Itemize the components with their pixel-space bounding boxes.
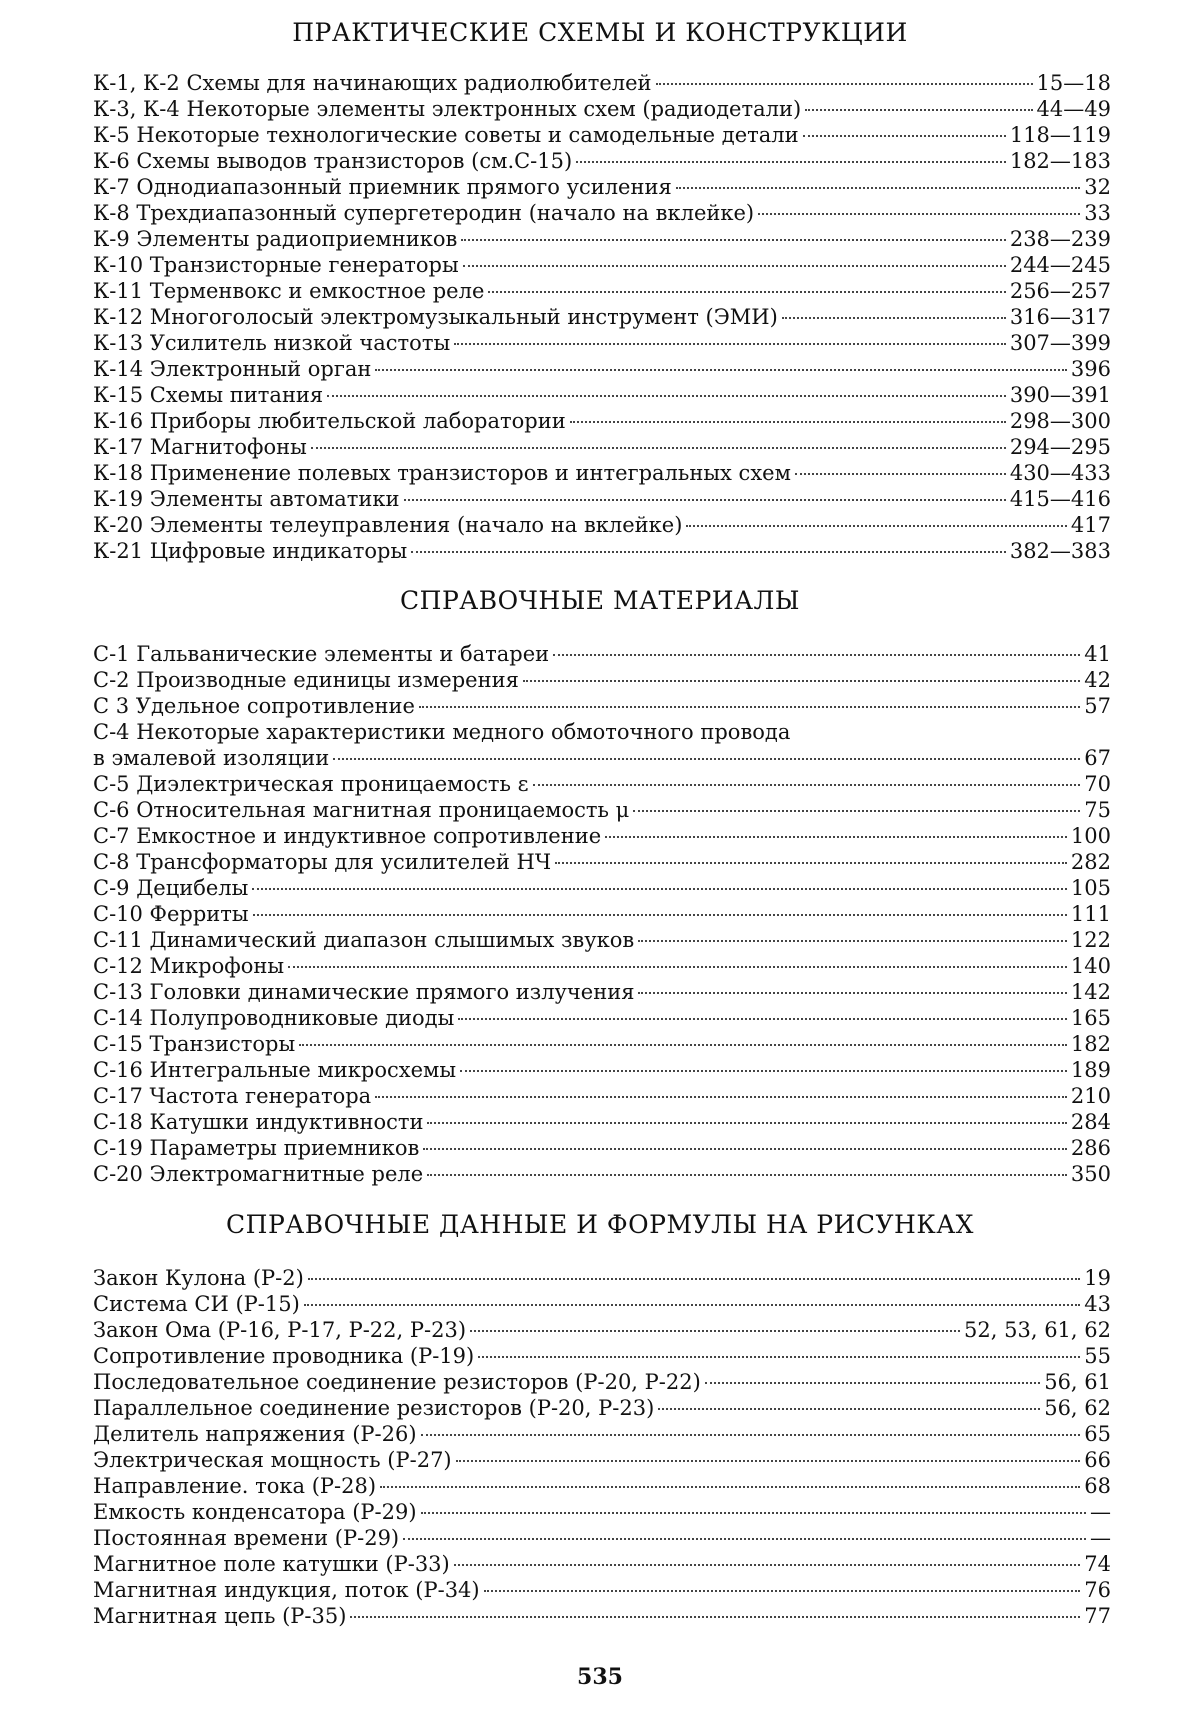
dot-leader [803,135,1006,137]
dot-leader [633,810,1080,812]
toc-entry-pages: — [1090,1500,1111,1524]
toc-entry-title: К-11 Терменвокс и емкостное реле [93,279,485,303]
section-title-reference-formulas: СПРАВОЧНЫЕ ДАННЫЕ И ФОРМУЛЫ НА РИСУНКАХ [226,1210,974,1239]
dot-leader [460,1070,1067,1072]
toc-entry-title: С-10 Ферриты [93,902,249,926]
toc-entry [93,667,1111,693]
page-number: 535 [577,1664,623,1690]
toc-entry [93,70,1111,96]
dot-leader [705,1382,1040,1384]
toc-list-reference-materials [93,641,1111,1187]
toc-entry-title: Закон Кулона (Р-2) [93,1266,304,1290]
section-title-reference-materials: СПРАВОЧНЫЕ МАТЕРИАЛЫ [400,586,800,615]
toc-entry-title: К-9 Элементы радиоприемников [93,227,458,251]
dot-leader [605,836,1067,838]
toc-entry-title: С-1 Гальванические элементы и батареи [93,642,550,666]
toc-entry-pages: 76 [1084,1578,1111,1602]
toc-entry [93,641,1111,667]
toc-entry [93,1083,1111,1109]
dot-leader [686,525,1067,527]
toc-entry-title: Постоянная времени (Р-29) [93,1526,400,1550]
toc-entry [93,1005,1111,1031]
toc-entry-pages: 307—399 [1009,331,1111,355]
toc-entry-title: К-19 Элементы автоматики [93,487,400,511]
toc-entry-pages: 77 [1084,1604,1111,1628]
toc-entry-pages: 165 [1070,1006,1111,1030]
toc-entry-title: С-8 Трансформаторы для усилителей НЧ [93,850,552,874]
toc-entry-pages: 140 [1070,954,1111,978]
toc-entry-title: Электрическая мощность (Р-27) [93,1448,452,1472]
toc-entry-pages: 100 [1070,824,1111,848]
toc-entry-title: С-9 Децибелы [93,876,249,900]
dot-leader [327,395,1006,397]
toc-entry [93,1473,1111,1499]
toc-entry-pages: 122 [1070,928,1111,952]
toc-entry-title: С-5 Диэлектрическая проницаемость ε [93,772,529,796]
dot-leader [253,914,1067,916]
toc-entry-pages: 74 [1084,1552,1111,1576]
toc-entry [93,875,1111,901]
dot-leader [533,784,1081,786]
toc-entry-title: С-6 Относительная магнитная проницаемость μ [93,798,630,822]
toc-entry-pages: 66 [1084,1448,1111,1472]
toc-entry [93,512,1111,538]
toc-entry [93,200,1111,226]
toc-entry [93,330,1111,356]
toc-entry-pages: 33 [1084,201,1111,225]
toc-entry [93,979,1111,1005]
toc-entry [93,486,1111,512]
dot-leader [304,1304,1080,1306]
toc-entry-title: К-17 Магнитофоны [93,435,307,459]
toc-entry [93,927,1111,953]
dot-leader [423,1148,1067,1150]
toc-entry-pages: 68 [1084,1474,1111,1498]
dot-leader [523,680,1080,682]
toc-entry-title: С-20 Электромагнитные реле [93,1162,424,1186]
dot-leader [570,421,1006,423]
toc-entry-pages: 298—300 [1009,409,1111,433]
toc-entry-pages: 52, 53, 61, 62 [964,1318,1111,1342]
dot-leader [576,161,1006,163]
toc-entry [93,1395,1111,1421]
toc-entry-title: К-20 Элементы телеуправления (начало на вклейке) [93,513,683,537]
toc-entry [93,174,1111,200]
toc-entry-title: К-1, К-2 Схемы для начинающих радиолюбителей [93,71,652,95]
dot-leader [656,83,1033,85]
toc-entry-pages: 182—183 [1009,149,1111,173]
dot-leader [795,473,1006,475]
toc-entry [93,408,1111,434]
dot-leader [308,1278,1080,1280]
toc-entry-pages: 111 [1070,902,1111,926]
toc-entry [93,1447,1111,1473]
toc-entry-title: К-21 Цифровые индикаторы [93,539,408,563]
toc-entry-title: С-11 Динамический диапазон слышимых звуков [93,928,635,952]
toc-entry [93,226,1111,252]
toc-entry-pages: 44—49 [1036,97,1111,121]
toc-entry [93,953,1111,979]
toc-entry-pages: 189 [1070,1058,1111,1082]
dot-leader [454,343,1006,345]
toc-entry [93,771,1111,797]
dot-leader [380,1486,1080,1488]
toc-entry [93,460,1111,486]
toc-entry [93,901,1111,927]
toc-entry-title: в эмалевой изоляции [93,746,330,770]
dot-leader [427,1122,1066,1124]
toc-entry-pages: 286 [1070,1136,1111,1160]
dot-leader [403,1538,1086,1540]
toc-entry-title: С-14 Полупроводниковые диоды [93,1006,455,1030]
toc-entry-pages: 382—383 [1009,539,1111,563]
toc-entry-pages: 56, 61 [1044,1370,1111,1394]
toc-entry-title: С-17 Частота генератора [93,1084,372,1108]
toc-entry [93,797,1111,823]
toc-entry-pages: 350 [1070,1162,1111,1186]
dot-leader [427,1174,1067,1176]
toc-entry-pages: 70 [1084,772,1111,796]
dot-leader [252,888,1067,890]
toc-entry-pages: 41 [1084,642,1111,666]
toc-entry-title: К-14 Электронный орган [93,357,372,381]
toc-entry [93,823,1111,849]
toc-entry-pages: 56, 62 [1044,1396,1111,1420]
toc-entry [93,122,1111,148]
toc-entry-pages: — [1090,1526,1111,1550]
dot-leader [638,940,1067,942]
toc-entry-title: Емкость конденсатора (Р-29) [93,1500,417,1524]
toc-entry-title: К-18 Применение полевых транзисторов и интегральных схем [93,461,791,485]
toc-entry-title: Делитель напряжения (Р-26) [93,1422,417,1446]
dot-leader [758,213,1080,215]
dot-leader [419,706,1080,708]
toc-entry-title: К-12 Многоголосый электромузыкальный инструмент (ЭМИ) [93,305,778,329]
dot-leader [461,239,1006,241]
toc-entry-pages: 396 [1070,357,1111,381]
toc-entry [93,382,1111,408]
toc-entry [93,745,1111,771]
dot-leader [375,1096,1067,1098]
toc-entry [93,434,1111,460]
toc-entry-pages: 282 [1070,850,1111,874]
toc-entry-pages: 415—416 [1009,487,1111,511]
toc-entry-title: С 3 Удельное сопротивление [93,694,415,718]
toc-entry-title: С-18 Катушки индуктивности [93,1110,424,1134]
dot-leader [350,1616,1080,1618]
dot-leader [676,187,1081,189]
toc-entry-pages: 182 [1070,1032,1111,1056]
toc-entry-title: Закон Ома (Р-16, Р-17, Р-22, Р-23) [93,1318,467,1342]
dot-leader [658,1408,1040,1410]
toc-entry-pages: 390—391 [1009,383,1111,407]
toc-entry [93,538,1111,564]
toc-entry [93,1265,1111,1291]
toc-entry-pages: 57 [1084,694,1111,718]
toc-entry-title: Сопротивление проводника (Р-19) [93,1344,475,1368]
dot-leader [456,1460,1081,1462]
toc-entry-pages: 75 [1084,798,1111,822]
toc-entry-title: С-16 Интегральные микросхемы [93,1058,457,1082]
dot-leader [288,966,1067,968]
toc-entry [93,1551,1111,1577]
toc-entry [93,96,1111,122]
toc-entry-title: К-16 Приборы любительской лаборатории [93,409,566,433]
toc-entry [93,278,1111,304]
toc-entry-title: С-12 Микрофоны [93,954,285,978]
dot-leader [478,1356,1080,1358]
section-title-practical-schemes: ПРАКТИЧЕСКИЕ СХЕМЫ И КОНСТРУКЦИИ [292,18,908,47]
toc-entry [93,252,1111,278]
toc-entry [93,1291,1111,1317]
dot-leader [470,1330,960,1332]
toc-entry-pages: 244—245 [1009,253,1111,277]
toc-entry-pages: 256—257 [1009,279,1111,303]
dot-leader [555,862,1067,864]
dot-leader [553,654,1080,656]
toc-entry-pages: 105 [1070,876,1111,900]
toc-entry-pages: 43 [1084,1292,1111,1316]
toc-entry [93,1161,1111,1187]
toc-entry-pages: 55 [1084,1344,1111,1368]
toc-entry-title: К-10 Транзисторные генераторы [93,253,459,277]
toc-entry-title: Магнитная цепь (Р-35) [93,1604,347,1628]
dot-leader [411,551,1006,553]
dot-leader [488,291,1005,293]
toc-entry-title: С-13 Головки динамические прямого излучения [93,980,635,1004]
toc-entry-title: С-4 Некоторые характеристики медного обмоточного провода [93,720,791,744]
toc-entry [93,693,1111,719]
toc-entry-title: Магнитная индукция, поток (Р-34) [93,1578,480,1602]
dot-leader [805,109,1032,111]
toc-entry-pages: 284 [1070,1110,1111,1134]
toc-entry-title: К-7 Однодиапазонный приемник прямого усиления [93,175,672,199]
toc-entry-pages: 142 [1070,980,1111,1004]
toc-entry [93,356,1111,382]
dot-leader [454,1564,1081,1566]
toc-entry [93,1031,1111,1057]
toc-entry-title: К-8 Трехдиапазонный супергетеродин (начало на вклейке) [93,201,755,225]
toc-entry-title: К-15 Схемы питания [93,383,324,407]
toc-entry [93,304,1111,330]
toc-entry-pages: 65 [1084,1422,1111,1446]
toc-entry [93,719,1111,745]
toc-entry-pages: 19 [1084,1266,1111,1290]
toc-entry-title: Параллельное соединение резисторов (Р-20, Р-23) [93,1396,655,1420]
toc-entry-pages: 238—239 [1009,227,1111,251]
toc-entry-pages: 294—295 [1009,435,1111,459]
toc-entry [93,1421,1111,1447]
toc-entry-title: С-19 Параметры приемников [93,1136,420,1160]
toc-entry-title: Направление. тока (Р-28) [93,1474,377,1498]
dot-leader [333,758,1080,760]
toc-entry-pages: 210 [1070,1084,1111,1108]
toc-entry [93,1369,1111,1395]
toc-entry [93,1057,1111,1083]
toc-entry-title: К-3, К-4 Некоторые элементы электронных схем (радиодетали) [93,97,802,121]
toc-entry-title: С-15 Транзисторы [93,1032,296,1056]
dot-leader [299,1044,1067,1046]
toc-entry-pages: 15—18 [1036,71,1111,95]
dot-leader [638,992,1066,994]
dot-leader [421,1434,1081,1436]
toc-list-practical-schemes [93,70,1111,564]
toc-entry-pages: 42 [1084,668,1111,692]
dot-leader [463,265,1006,267]
toc-entry-pages: 32 [1084,175,1111,199]
toc-entry [93,1317,1111,1343]
toc-entry [93,1577,1111,1603]
toc-entry-title: Последовательное соединение резисторов (Р-20, Р-22) [93,1370,701,1394]
dot-leader [458,1018,1067,1020]
toc-entry-title: К-13 Усилитель низкой частоты [93,331,451,355]
dot-leader [421,1512,1086,1514]
toc-entry [93,849,1111,875]
toc-entry-title: С-2 Производные единицы измерения [93,668,519,692]
toc-entry-pages: 118—119 [1009,123,1111,147]
toc-entry [93,1109,1111,1135]
dot-leader [782,317,1006,319]
toc-entry [93,1135,1111,1161]
toc-entry [93,1499,1111,1525]
toc-entry-pages: 417 [1070,513,1111,537]
toc-entry-title: К-6 Схемы выводов транзисторов (см.С-15) [93,149,573,173]
dot-leader [484,1590,1081,1592]
toc-entry-pages: 430—433 [1009,461,1111,485]
toc-entry-pages: 67 [1084,746,1111,770]
toc-entry-title: К-5 Некоторые технологические советы и самодельные детали [93,123,799,147]
dot-leader [375,369,1067,371]
dot-leader [404,499,1006,501]
toc-entry [93,1525,1111,1551]
toc-entry [93,1603,1111,1629]
dot-leader [311,447,1006,449]
toc-list-reference-formulas [93,1265,1111,1629]
toc-entry-pages: 316—317 [1009,305,1111,329]
toc-entry-title: Магнитное поле катушки (Р-33) [93,1552,450,1576]
toc-entry [93,148,1111,174]
toc-entry-title: Система СИ (Р-15) [93,1292,300,1316]
toc-entry [93,1343,1111,1369]
toc-entry-title: С-7 Емкостное и индуктивное сопротивление [93,824,602,848]
